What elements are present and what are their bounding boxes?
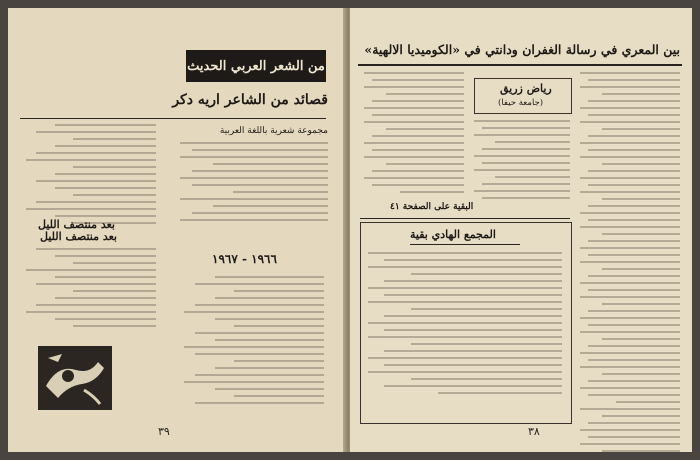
continued-note: البقية على الصفحة ٤١ [390, 202, 474, 212]
year-heading: ١٩٦٦ - ١٩٦٧ [212, 252, 277, 266]
headline-rule-right [358, 64, 682, 66]
poem-text-top [26, 124, 156, 229]
poem-text-bottom [26, 248, 156, 332]
right-page [350, 8, 692, 452]
byline-name: رياض زريق [500, 82, 552, 95]
poem-text-2 [184, 276, 324, 409]
section-rule [360, 218, 570, 219]
section-banner-text: من الشعر العربي الحديث [187, 58, 325, 74]
intro-fragment: مجموعة شعرية باللغة العربية [219, 126, 328, 136]
section-banner [186, 50, 326, 82]
page-number-right: ٣٨ [528, 425, 540, 438]
intro-text [180, 142, 328, 226]
boxed-title-underline [410, 244, 520, 245]
headline-rule [20, 118, 326, 119]
article-column-middle [474, 120, 570, 204]
article-column-left [364, 72, 464, 198]
poem-illustration [38, 346, 112, 410]
article-headline-right: بين المعري في رسالة الغفران ودانتي في «الكوميديا الالهية» [364, 42, 680, 57]
ink-drawing-icon [38, 346, 112, 410]
boxed-article-title: المجمع الهادي بقية [410, 228, 496, 241]
page-number-left: ٣٩ [158, 425, 170, 438]
poem-subtitle: بعد منتصف الليل [38, 218, 115, 231]
byline-affiliation: (جامعة حيفا) [498, 98, 544, 108]
article-column-right [580, 72, 680, 452]
left-page [8, 8, 346, 452]
poem-subtitle-repeat: بعد منتصف الليل [40, 230, 117, 243]
article-headline-left: قصائد من الشاعر اريه دكر [172, 92, 328, 108]
boxed-article-text [368, 252, 562, 399]
